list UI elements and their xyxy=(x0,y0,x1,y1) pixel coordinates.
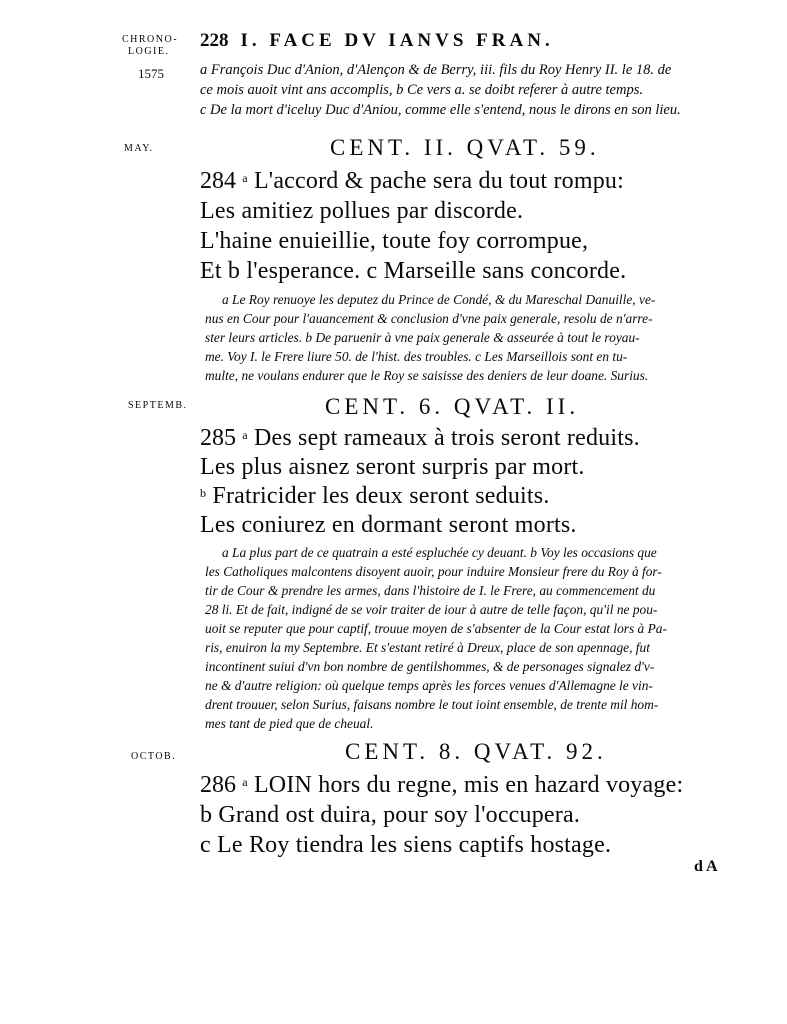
top-note-line-3: c De la mort d'iceluy Duc d'Aniou, comme elle s'entend, nous le dirons en son lieu. xyxy=(200,102,681,118)
gloss-285-line-6: ris, enuiron la my Septembre. Et s'estant retiré à Dreux, place de son apennage, fut xyxy=(205,640,650,655)
quatrain-285-line-2: Les plus aisnez seront surpris par mort. xyxy=(200,454,585,480)
quatrain-284-line-4: Et b l'esperance. c Marseille sans concorde. xyxy=(200,258,627,284)
margin-month-september: SEPTEMB. xyxy=(128,400,188,411)
top-note-line-2: ce mois auoit vint ans accomplis, b Ce vers a. se doibt referer à autre temps. xyxy=(200,82,643,98)
section-heading-cent-6-quat-11: CENT. 6. QVAT. II. xyxy=(325,394,580,419)
quatrain-285-line-1 xyxy=(200,425,640,452)
gloss-284-line-2: nus en Cour pour l'auancement & conclusion d'vne paix generale, resolu de n'arre- xyxy=(205,311,653,326)
quatrain-285-line-3 xyxy=(200,483,550,510)
page-number: 228 xyxy=(200,30,229,51)
gloss-285-line-10: mes tant de pied que de cheual. xyxy=(205,716,374,731)
running-head xyxy=(200,30,554,52)
verse-mark: b xyxy=(200,486,207,500)
verse-mark: a xyxy=(242,428,248,442)
verse-text: Des sept rameaux à trois seront reduits. xyxy=(253,425,640,451)
quatrain-286-line-3: c Le Roy tiendra les siens captifs hostage. xyxy=(200,832,612,858)
gloss-285-line-4: 28 li. Et de fait, indigné de se voir traiter de iour à autre de telle façon, qu'il ne pou- xyxy=(205,602,658,617)
margin-chronologie-line-2: LOGIE. xyxy=(128,46,170,57)
gloss-285-line-1: a La plus part de ce quatrain a esté espluchée cy deuant. b Voy les occasions que xyxy=(222,545,657,560)
gloss-285-line-8: ne & d'autre religion: où quelque temps après les forces venues d'Allemagne le vin- xyxy=(205,678,653,693)
margin-month-october: OCTOB. xyxy=(131,751,177,762)
gloss-285-line-9: drent trouuer, selon Surius, faisans nombre le tout ioint ensemble, de trente mil hom- xyxy=(205,697,659,712)
margin-chronologie xyxy=(122,34,178,58)
margin-month-may: MAY. xyxy=(124,143,154,154)
quatrain-286-line-1 xyxy=(200,772,683,799)
gloss-285-line-5: uoit se reputer que pour captif, trouue moyen de s'absenter de la Cour estat lors à Pa- xyxy=(205,621,667,636)
quatrain-number: 286 xyxy=(200,772,236,798)
quatrain-number: 285 xyxy=(200,425,236,451)
section-heading-cent-8-quat-92: CENT. 8. QVAT. 92. xyxy=(345,739,607,764)
signature-mark: d A xyxy=(694,858,718,875)
margin-chronologie-line-1: CHRONO- xyxy=(122,34,179,45)
running-title: I. FACE DV IANVS FRAN. xyxy=(240,30,554,51)
section-heading-cent-2-quat-59: CENT. II. QVAT. 59. xyxy=(330,135,600,160)
gloss-285-line-7: incontinent suiui d'vn bon nombre de gentilshommes, & de personages signalez d'v- xyxy=(205,659,655,674)
gloss-284-line-1: a Le Roy renuoye les deputez du Prince de Condé, & du Mareschal Danuille, ve- xyxy=(222,292,656,307)
verse-mark: a xyxy=(242,171,248,185)
verse-text: Fratricider les deux seront seduits. xyxy=(212,483,550,509)
quatrain-284-line-3: L'haine enuieillie, toute foy corrompue, xyxy=(200,228,589,254)
verse-text: L'accord & pache sera du tout rompu: xyxy=(253,168,624,194)
verse-mark: a xyxy=(242,775,248,789)
quatrain-number: 284 xyxy=(200,168,236,194)
verse-text: LOIN hors du regne, mis en hazard voyage: xyxy=(253,772,684,798)
gloss-285-line-2: les Catholiques malcontens disoyent auoir, pour induire Monsieur frere du Roy à for- xyxy=(205,564,662,579)
gloss-285-line-3: tir de Cour & prendre les armes, dans l'histoire de I. le Frere, au commencement du xyxy=(205,583,656,598)
quatrain-284-line-1 xyxy=(200,168,624,195)
top-note-line-1: a François Duc d'Anion, d'Alençon & de Berry, iii. fils du Roy Henry II. le 18. de xyxy=(200,62,672,78)
gloss-284-line-3: ster leurs articles. b De paruenir à vne paix generale & asseurée à tout le royau- xyxy=(205,330,640,345)
gloss-284-line-4: me. Voy I. le Frere liure 50. de l'hist. des troubles. c Les Marseillois sont en tu- xyxy=(205,349,628,364)
quatrain-286-line-2: b Grand ost duira, pour soy l'occupera. xyxy=(200,802,581,828)
quatrain-284-line-2: Les amitiez pollues par discorde. xyxy=(200,198,524,224)
quatrain-285-line-4: Les coniurez en dormant seront morts. xyxy=(200,512,577,538)
gloss-284-line-5: multe, ne voulans endurer que le Roy se saisisse des deniers de leur doane. Surius. xyxy=(205,368,649,383)
margin-year: 1575 xyxy=(138,66,164,81)
